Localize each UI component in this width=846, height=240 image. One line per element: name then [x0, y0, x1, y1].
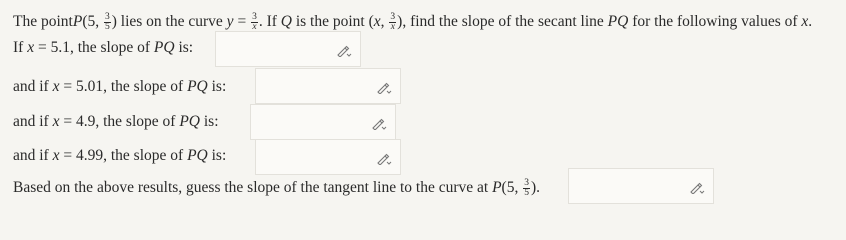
fraction: [389, 13, 396, 32]
math-num: 4.99: [76, 147, 104, 164]
fraction: [523, 179, 530, 198]
math-var: Q: [280, 13, 292, 30]
math-var: x: [801, 13, 809, 30]
pencil-dropdown-icon[interactable]: [371, 118, 387, 130]
text: is the point: [291, 13, 369, 30]
paren-close: ): [111, 13, 117, 30]
math-var: P: [492, 179, 502, 196]
question-row-2: [13, 75, 226, 99]
pencil-dropdown-icon[interactable]: [336, 45, 352, 57]
frac-num: 3: [104, 11, 110, 22]
pencil-dropdown-icon[interactable]: [376, 82, 392, 94]
comma: ,: [380, 13, 389, 30]
equals: =: [59, 78, 76, 95]
math-var: y: [226, 13, 234, 30]
text: , the slope of: [103, 78, 188, 95]
math-num: 5: [506, 179, 515, 196]
text: If: [13, 39, 28, 56]
text: Based on the above results, guess the slope of the tangent line to the curve at: [13, 179, 493, 196]
paren-open: (: [368, 13, 374, 30]
answer-input-4[interactable]: [255, 139, 401, 175]
paren-close: ): [530, 179, 537, 196]
text: and if: [13, 78, 53, 95]
math-var: x: [27, 39, 35, 56]
frac-den: x: [252, 21, 257, 32]
equals: =: [59, 147, 76, 164]
equals: =: [34, 39, 51, 56]
text: . If: [258, 13, 281, 30]
math-var: PQ: [179, 113, 200, 130]
question-row-1: [13, 36, 193, 60]
math-var: PQ: [187, 78, 208, 95]
text: and if: [13, 147, 53, 164]
text: , the slope of: [95, 113, 180, 130]
text: .: [536, 179, 541, 196]
question-row-4: [13, 144, 226, 168]
math-num: 5.01: [76, 78, 104, 95]
text: for the following values of: [628, 13, 802, 30]
text: lies on the curve: [116, 13, 227, 30]
frac-num: 3: [252, 11, 257, 22]
math-var: PQ: [607, 13, 629, 30]
text: .: [808, 13, 813, 30]
text: , the slope of: [103, 147, 188, 164]
math-var: x: [373, 13, 381, 30]
fraction: [104, 13, 111, 32]
text: , the slope of: [69, 39, 154, 56]
text: is:: [207, 78, 227, 95]
frac-den: x: [390, 21, 395, 32]
paren-open: (: [501, 179, 507, 196]
math-num: 4.9: [76, 113, 96, 130]
math-var: PQ: [153, 39, 175, 56]
comma: ,: [514, 179, 523, 196]
paren-open: (: [82, 13, 88, 30]
problem-statement: [13, 10, 812, 34]
math-var: x: [52, 147, 60, 164]
comma: ,: [95, 13, 103, 30]
paren-close: ): [397, 13, 403, 30]
equals: =: [59, 113, 76, 130]
text: and if: [13, 113, 53, 130]
math-var: PQ: [187, 147, 208, 164]
text: is:: [200, 113, 219, 130]
answer-input-5[interactable]: [568, 168, 714, 204]
text: The point: [13, 13, 73, 30]
final-question: [13, 176, 540, 200]
math-var: x: [52, 113, 60, 130]
answer-input-2[interactable]: [255, 68, 401, 104]
fraction: [251, 13, 258, 32]
frac-num: 3: [390, 11, 396, 22]
equals: =: [233, 13, 251, 30]
pencil-dropdown-icon[interactable]: [376, 153, 392, 165]
text: is:: [174, 39, 194, 56]
frac-num: 3: [524, 177, 529, 188]
frac-den: 5: [524, 187, 529, 198]
text: , find the slope of the secant line: [402, 13, 608, 30]
math-var: P: [72, 13, 83, 30]
math-num: 5.1: [50, 39, 70, 56]
frac-den: 5: [104, 21, 110, 32]
text: is:: [207, 147, 227, 164]
answer-input-1[interactable]: [215, 31, 361, 67]
math-var: x: [52, 78, 60, 95]
math-num: 5: [87, 13, 96, 30]
pencil-dropdown-icon[interactable]: [689, 182, 705, 194]
answer-input-3[interactable]: [250, 104, 396, 140]
question-row-3: [13, 110, 219, 134]
